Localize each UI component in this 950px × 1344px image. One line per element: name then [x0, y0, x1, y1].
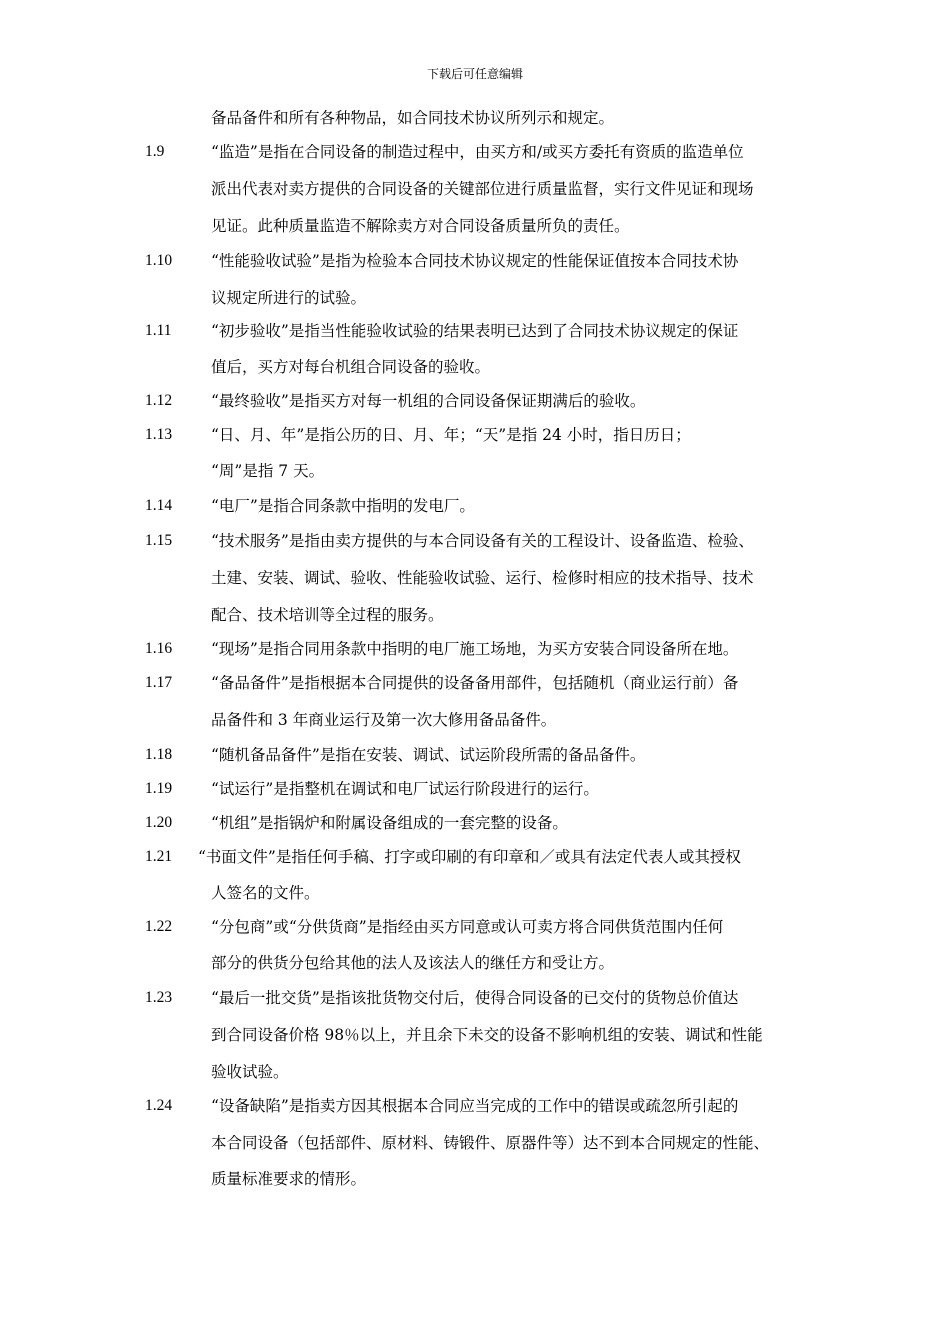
clause-text-line: 值后，买方对每台机组合同设备的验收。	[211, 358, 491, 376]
clause-text-line: “最终验收”是指买方对每一机组的合同设备保证期满后的验收。	[211, 392, 646, 410]
clause-number: 1.15	[145, 532, 173, 549]
clause-number: 1.10	[145, 252, 173, 269]
clause-text-line: 配合、技术培训等全过程的服务。	[211, 606, 444, 624]
clause-number: 1.17	[145, 674, 173, 691]
clause-number: 1.24	[145, 1097, 173, 1114]
clause-text-line: “分包商”或“分供货商”是指经由买方同意或认可卖方将合同供货范围内任何	[211, 918, 724, 936]
clause-text-line: 派出代表对卖方提供的合同设备的关键部位进行质量监督，实行文件见证和现场	[211, 180, 754, 198]
clause-number: 1.19	[145, 780, 173, 797]
clause-text-line: 质量标准要求的情形。	[211, 1170, 367, 1188]
clause-number: 1.18	[145, 746, 173, 763]
clause-text-line: 土建、安装、调试、验收、性能验收试验、运行、检修时相应的技术指导、技术	[211, 569, 754, 587]
clause-text-line: 品备件和 3 年商业运行及第一次大修用备品备件。	[211, 711, 557, 729]
clause-text-line: “电厂”是指合同条款中指明的发电厂。	[211, 497, 475, 515]
clause-text-line: “备品备件”是指根据本合同提供的设备备用部件，包括随机（商业运行前）备	[211, 674, 739, 692]
clause-text-line: 验收试验。	[211, 1063, 289, 1081]
clause-text-line: 本合同设备（包括部件、原材料、铸锻件、原器件等）达不到本合同规定的性能、	[211, 1134, 770, 1152]
page-header: 下载后可任意编辑	[426, 67, 523, 81]
clause-text-line: 见证。此种质量监造不解除卖方对合同设备质量所负的责任。	[211, 217, 630, 235]
clause-text-line: “日、月、年”是指公历的日、月、年；“天”是指 24 小时，指日历日；	[211, 426, 691, 444]
clause-text-line: “试运行”是指整机在调试和电厂试运行阶段进行的运行。	[211, 780, 599, 798]
clause-number: 1.23	[145, 989, 173, 1006]
clause-text-line: 人签名的文件。	[211, 884, 320, 902]
clause-number: 1.16	[145, 640, 173, 657]
clause-text-line: 议规定所进行的试验。	[211, 289, 367, 307]
clause-number: 1.13	[145, 426, 173, 443]
clause-number: 1.11	[145, 322, 172, 339]
clause-text-line: “初步验收”是指当性能验收试验的结果表明已达到了合同技术协议规定的保证	[211, 322, 739, 340]
clause-text-line: “技术服务”是指由卖方提供的与本合同设备有关的工程设计、设备监造、检验、	[211, 532, 754, 550]
clause-text-line: “书面文件”是指任何手稿、打字或印刷的有印章和／或具有法定代表人或其授权	[198, 848, 741, 866]
clause-text-line: 部分的供货分包给其他的法人及该法人的继任方和受让方。	[211, 954, 615, 972]
clause-number: 1.22	[145, 918, 173, 935]
clause-text-line: “性能验收试验”是指为检验本合同技术协议规定的性能保证值按本合同技术协	[211, 252, 739, 270]
clause-text-line: 到合同设备价格 98％以上，并且余下未交的设备不影响机组的安装、调试和性能	[211, 1026, 763, 1044]
clause-text-line: “现场”是指合同用条款中指明的电厂施工场地，为买方安装合同设备所在地。	[211, 640, 739, 658]
clause-text-line: “周”是指 7 天。	[211, 462, 325, 480]
clause-number: 1.20	[145, 814, 173, 831]
clause-number: 1.14	[145, 497, 173, 514]
clause-text-line: “机组”是指锅炉和附属设备组成的一套完整的设备。	[211, 814, 568, 832]
clause-text-line: 备品备件和所有各种物品，如合同技术协议所列示和规定。	[211, 109, 615, 127]
clause-text-line: “随机备品备件”是指在安装、调试、试运阶段所需的备品备件。	[211, 746, 646, 764]
clause-number: 1.9	[145, 143, 165, 160]
clause-number: 1.21	[145, 848, 173, 865]
clause-number: 1.12	[145, 392, 173, 409]
clause-text-line: “监造”是指在合同设备的制造过程中，由买方和/或买方委托有资质的监造单位	[211, 143, 744, 161]
clause-text-line: “设备缺陷”是指卖方因其根据本合同应当完成的工作中的错误或疏忽所引起的	[211, 1097, 739, 1115]
clause-text-line: “最后一批交货”是指该批货物交付后，使得合同设备的已交付的货物总价值达	[211, 989, 739, 1007]
